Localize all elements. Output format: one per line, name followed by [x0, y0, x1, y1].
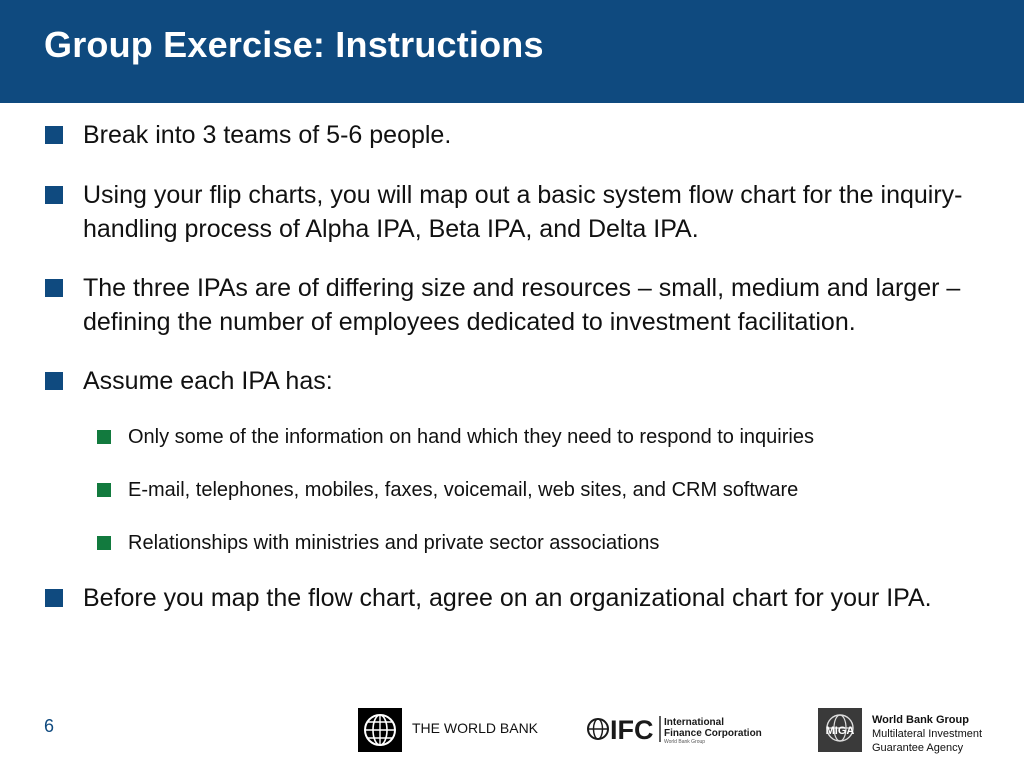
miga-label-line3: Guarantee Agency: [872, 742, 964, 754]
miga-label-line2: Multilateral Investment: [872, 728, 983, 740]
square-bullet-icon: [97, 483, 111, 497]
square-bullet-icon: [45, 279, 63, 297]
bullet-text: Break into 3 teams of 5-6 people.: [83, 121, 452, 149]
square-bullet-icon: [45, 186, 63, 204]
bullet-text: The three IPAs are of differing size and resources – small, medium and larger – defining the number of employees dedicated to investment facilitation.: [83, 274, 961, 336]
ifc-name-line3: World Bank Group: [664, 739, 706, 745]
world-bank-globe-icon: [358, 708, 402, 752]
miga-logo-text: MIGA: [825, 725, 855, 737]
sub-bullet-text: Only some of the information on hand which they need to respond to inquiries: [128, 426, 814, 448]
ifc-logo-text: IFC: [610, 715, 654, 745]
bullet-item: [44, 364, 1004, 398]
bullet-item: [44, 271, 1004, 339]
miga-label: [872, 713, 982, 755]
sub-bullet-item: [97, 529, 1004, 557]
bullet-item: [44, 118, 1004, 152]
ifc-name-line1: International: [664, 717, 725, 728]
slide-body: [44, 118, 1004, 640]
sub-bullet-item: [97, 423, 1004, 451]
title-bar: [0, 0, 1024, 103]
square-bullet-icon: [45, 126, 63, 144]
square-bullet-icon: [45, 589, 63, 607]
bullet-item: [44, 581, 1004, 615]
square-bullet-icon: [97, 536, 111, 550]
world-bank-label: THE WORLD BANK: [412, 720, 539, 736]
square-bullet-icon: [97, 430, 111, 444]
page-number: 6: [44, 716, 55, 736]
slide-title: Group Exercise: Instructions: [44, 24, 544, 65]
bullet-item: [44, 178, 1004, 246]
ifc-name-line2: Finance Corporation: [664, 728, 762, 739]
ifc-logo: [586, 712, 766, 746]
bullet-text: Assume each IPA has:: [83, 367, 333, 395]
sub-bullet-text: Relationships with ministries and private sector associations: [128, 532, 660, 554]
bullet-text: Using your flip charts, you will map out a basic system flow chart for the inquiry-handling process of Alpha IPA, Beta IPA, and Delta IPA.: [83, 181, 963, 243]
sub-bullet-item: [97, 476, 1004, 504]
bullet-text: Before you map the flow chart, agree on an organizational chart for your IPA.: [83, 584, 932, 612]
square-bullet-icon: [45, 372, 63, 390]
sub-bullet-text: E-mail, telephones, mobiles, faxes, voicemail, web sites, and CRM software: [128, 479, 799, 501]
miga-label-line1: World Bank Group: [872, 714, 969, 726]
miga-logo: [818, 708, 862, 752]
